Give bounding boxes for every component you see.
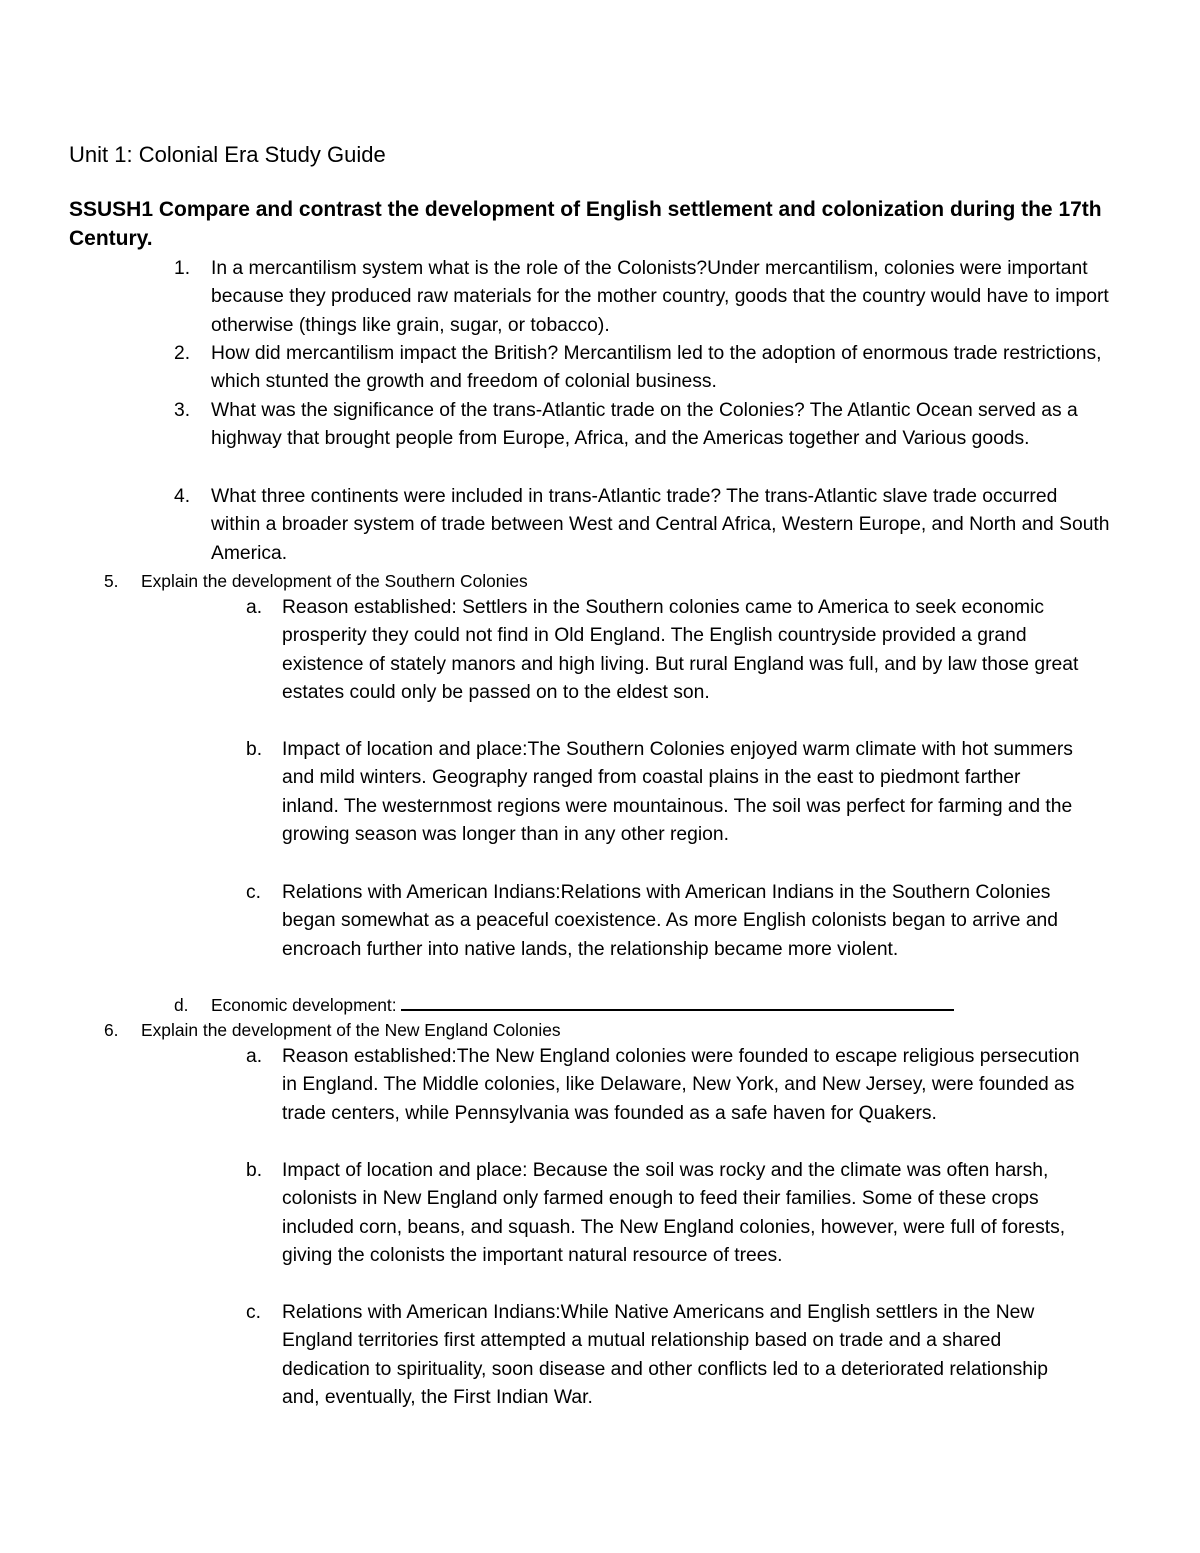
document-title: Unit 1: Colonial Era Study Guide xyxy=(69,142,386,167)
question-number: 3. xyxy=(174,400,191,421)
answer-blank-line xyxy=(401,991,954,1011)
standard-heading: SSUSH1 Compare and contrast the development of English settlement and colonization during the 17th Century. xyxy=(69,198,1102,250)
subitem-text: Reason established: Settlers in the Southern colonies came to America to seek economic prosperity they could not find in Old England. The English countryside provided a grand existence of stately manors and high living. But rural England was full, and by law those great estates could only be passed on to the eldest son. xyxy=(282,597,1079,704)
subitem-text: Reason established:The New England colonies were founded to escape religious persecution in England. The Middle colonies, like Delaware, New York, and New Jersey, were founded as trade centers, while Pennsylvania was founded as a safe haven for Quakers. xyxy=(282,1046,1080,1124)
section-heading: Explain the development of the New England Colonies xyxy=(141,1020,561,1040)
question-text: How did mercantilism impact the British? Mercantilism led to the adoption of enormous trade restrictions, which stunted the growth and freedom of colonial business. xyxy=(211,343,1102,393)
subitem-letter: b. xyxy=(246,1160,263,1181)
question-number: 1. xyxy=(174,258,191,279)
subitem-letter: c. xyxy=(246,1302,261,1323)
subitem-letter: a. xyxy=(246,1046,263,1067)
subitem-letter: a. xyxy=(246,597,263,618)
subitem-text: Impact of location and place: Because the soil was rocky and the climate was often harsh, colonists in New England only farmed enough to feed their families. Some of these crops included corn, beans, and squash. The New England colonies, however, were full of forests, giving the colonists the important natural resource of trees. xyxy=(282,1160,1066,1267)
subitem-letter: c. xyxy=(246,882,261,903)
section-number: 6. xyxy=(104,1020,119,1040)
question-text: What was the significance of the trans-Atlantic trade on the Colonies? The Atlantic Ocean served as a highway that brought people from Europe, Africa, and the Americas together and Various goods. xyxy=(211,400,1078,450)
subitem-text: Impact of location and place:The Southern Colonies enjoyed warm climate with hot summers and mild winters. Geography ranged from coastal plains in the east to piedmont farther inland. The westernmost regions were mountainous. The soil was perfect for farming and the growing season was longer than in any other region. xyxy=(282,739,1073,846)
subitem-letter: d. xyxy=(174,995,189,1015)
section-heading: Explain the development of the Southern Colonies xyxy=(141,571,528,591)
question-text: In a mercantilism system what is the role of the Colonists?Under mercantilism, colonies were important because they produced raw materials for the mother country, goods that the country would have to import otherwise (things like grain, sugar, or tobacco). xyxy=(211,258,1109,336)
question-text: What three continents were included in trans-Atlantic trade? The trans-Atlantic slave trade occurred within a broader system of trade between West and Central Africa, Western Europe, and North and South America. xyxy=(211,486,1110,564)
section-number: 5. xyxy=(104,571,119,591)
subitem-text: Relations with American Indians:Relations with American Indians in the Southern Colonies began somewhat as a peaceful coexistence. As more English colonists began to arrive and encroach further into native lands, the relationship became more violent. xyxy=(282,882,1058,960)
subitem-text: Relations with American Indians:While Native Americans and English settlers in the New England territories first attempted a mutual relationship based on trade and a shared dedication to spirituality, soon disease and other conflicts led to a deteriorated relationship and, eventually, the First Indian War. xyxy=(282,1302,1048,1409)
question-number: 2. xyxy=(174,343,191,364)
economic-development-label: Economic development: xyxy=(211,995,397,1015)
subitem-letter: b. xyxy=(246,739,263,760)
question-number: 4. xyxy=(174,486,191,507)
